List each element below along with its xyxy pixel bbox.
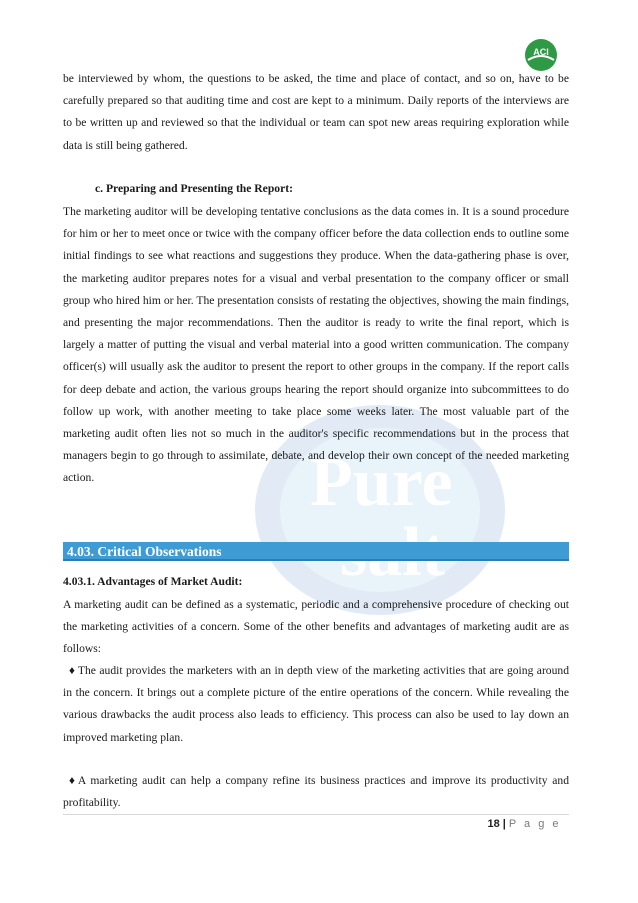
paragraph-audit-definition: A marketing audit can be defined as a systematic, periodic and a comprehensive procedure of checking out the marketing activities of a concern. Some of the other benefits and advantages of marketing audit are as follows: [63, 598, 569, 656]
page-label: P a g e [508, 818, 561, 830]
paragraph-interview-planning: be interviewed by whom, the questions to be asked, the time and place of contact, and so on, have to be carefully prepared so that auditing time and cost are kept to a minimum. Daily reports of the interviews are to be written up and reviewed so that the individual or team can spot new areas requiring exploration while data is still being gathered. [63, 72, 569, 152]
paragraph-presenting-report: The marketing auditor will be developing tentative conclusions as the data comes in. It is a sound procedure for him or her to meet once or twice with the company officer before the data collection ends to outline some initial findings to see what reactions and suggestions they produce. When the data-gathering phase is over, the marketing auditor prepares notes for a visual and verbal presentation to the company officer or small group who hired him or her. The presentation consists of restating the objectives, showing the main findings, and presenting the major recommendations. Then the auditor is ready to write the final report, which is largely a matter of putting the visual and verbal material into a good written communication. The company officer(s) will usually ask the auditor to present the report to other groups in the company. If the report calls for deep debate and action, the various groups hearing the report should organize into subcommittees to do follow up work, with another meeting to take place some weeks later. The most valuable part of the marketing audit often lies not so much in the auditor's specific recommendations but in the process that managers begin to go through to assimilate, debate, and develop their own concept of the needed marketing action. [63, 205, 569, 485]
bullet-item: ♦ A marketing audit can help a company refine its business practices and improve its productivity and profitability. [63, 770, 569, 814]
bullet-item: ♦ The audit provides the marketers with an in depth view of the marketing activities that are going around in the concern. It brings out a complete picture of the entire operations of the concern. While revealing the various drawbacks the audit process also leads to efficiency. This process can also be used to lay down an improved marketing plan. [63, 660, 569, 749]
diamond-bullet-icon: ♦ [69, 664, 75, 677]
watermark-line1: Pure [310, 444, 453, 521]
section-heading-critical-observations: 4.03. Critical Observations [63, 542, 569, 561]
aci-logo [524, 38, 558, 72]
page-footer [488, 818, 562, 830]
subheading-preparing-report: c. Preparing and Presenting the Report: [95, 182, 293, 195]
diamond-bullet-icon: ♦ [69, 774, 75, 787]
footer-separator: | [502, 818, 506, 830]
logo-text: ACI [533, 47, 549, 57]
footer-divider [63, 814, 569, 815]
subsection-heading-advantages: 4.03.1. Advantages of Market Audit: [63, 575, 243, 588]
page-number: 18 [487, 818, 500, 830]
